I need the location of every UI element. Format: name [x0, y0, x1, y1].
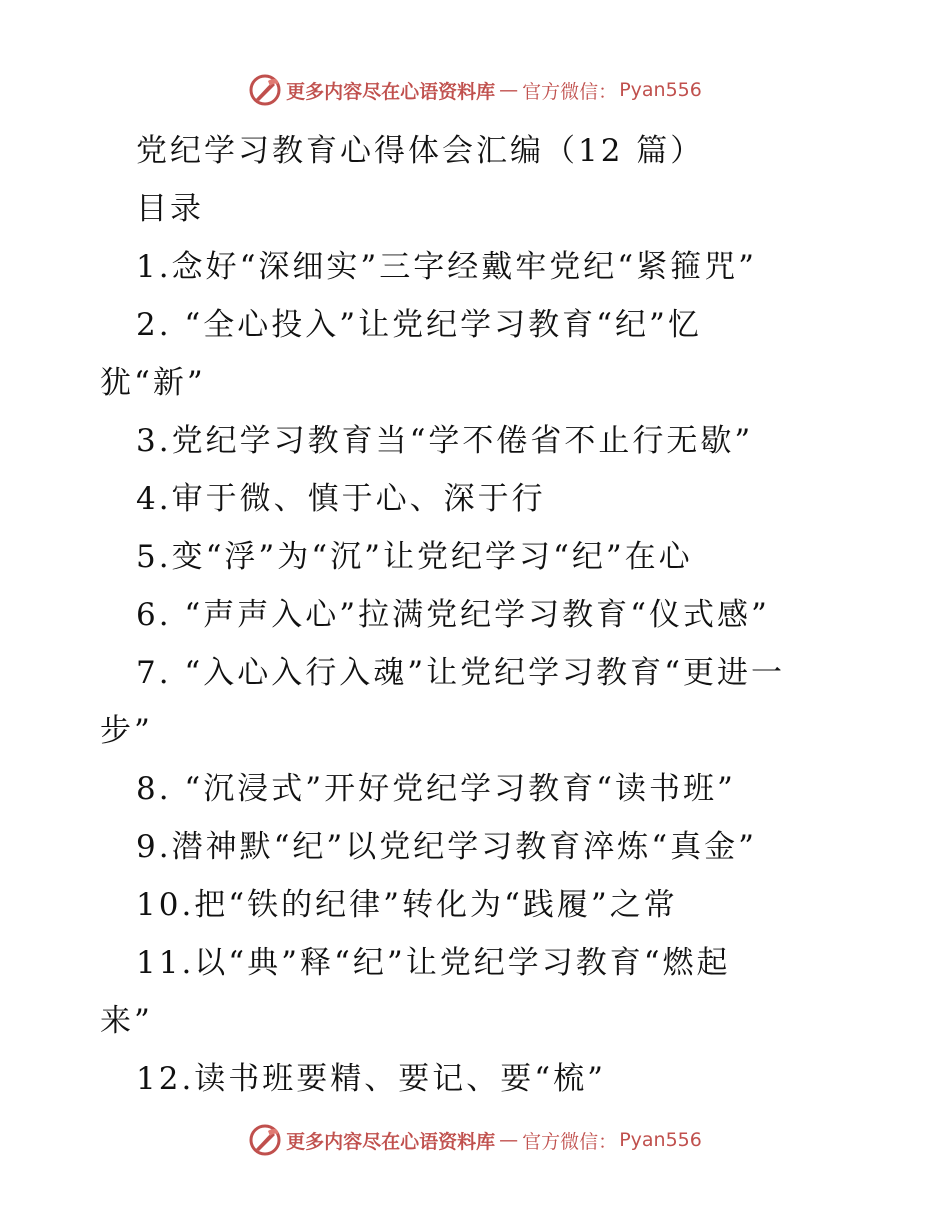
- document-title: 党纪学习教育心得体会汇编（12 篇）: [136, 133, 705, 169]
- toc-entry: 6. “声声入心”拉满党纪学习教育“仪式感”: [136, 597, 770, 633]
- toc-entry: 12.读书班要精、要记、要“梳”: [136, 1061, 606, 1097]
- quill-pen-logo-icon: [248, 73, 282, 107]
- banner-brand: 更多内容尽在心语资料库: [286, 80, 496, 103]
- banner-brand: 更多内容尽在心语资料库: [286, 1130, 496, 1153]
- toc-entry-continuation: 犹“新”: [100, 365, 206, 401]
- footer-banner: [0, 1120, 950, 1160]
- toc-entry: 8. “沉浸式”开好党纪学习教育“读书班”: [136, 771, 736, 807]
- toc-entry-continuation: 来”: [100, 1003, 153, 1039]
- toc-entry: 1.念好“深细实”三字经戴牢党纪“紧箍咒”: [136, 249, 757, 285]
- banner-wechat-label: 官方微信：: [522, 1130, 618, 1153]
- toc-heading: 目录: [136, 191, 204, 227]
- banner-wechat-label: 官方微信：: [522, 80, 618, 103]
- toc-entry: 10.把“铁的纪律”转化为“践履”之常: [136, 887, 678, 923]
- toc-entry: 9.潜神默“纪”以党纪学习教育淬炼“真金”: [136, 829, 757, 865]
- toc-entry: 3.党纪学习教育当“学不倦省不止行无歇”: [136, 423, 754, 459]
- banner-handle: Pyan556: [619, 1129, 702, 1151]
- banner-separator: —: [499, 1129, 519, 1151]
- table-of-contents: [0, 238, 950, 1108]
- toc-entry: 7. “入心入行入魂”让党纪学习教育“更进一: [136, 655, 785, 691]
- toc-entry: 5.变“浮”为“沉”让党纪学习“纪”在心: [136, 539, 693, 575]
- toc-entry: 4.审于微、慎于心、深于行: [136, 481, 546, 517]
- toc-entry: 2. “全心投入”让党纪学习教育“纪”忆: [136, 307, 702, 343]
- toc-entry-continuation: 步”: [100, 713, 153, 749]
- banner-separator: —: [499, 79, 519, 101]
- quill-pen-logo-icon: [248, 1123, 282, 1157]
- header-banner: [0, 70, 950, 110]
- toc-entry: 11.以“典”释“纪”让党纪学习教育“燃起: [136, 945, 731, 981]
- document-body: [0, 122, 950, 1108]
- banner-handle: Pyan556: [619, 79, 702, 101]
